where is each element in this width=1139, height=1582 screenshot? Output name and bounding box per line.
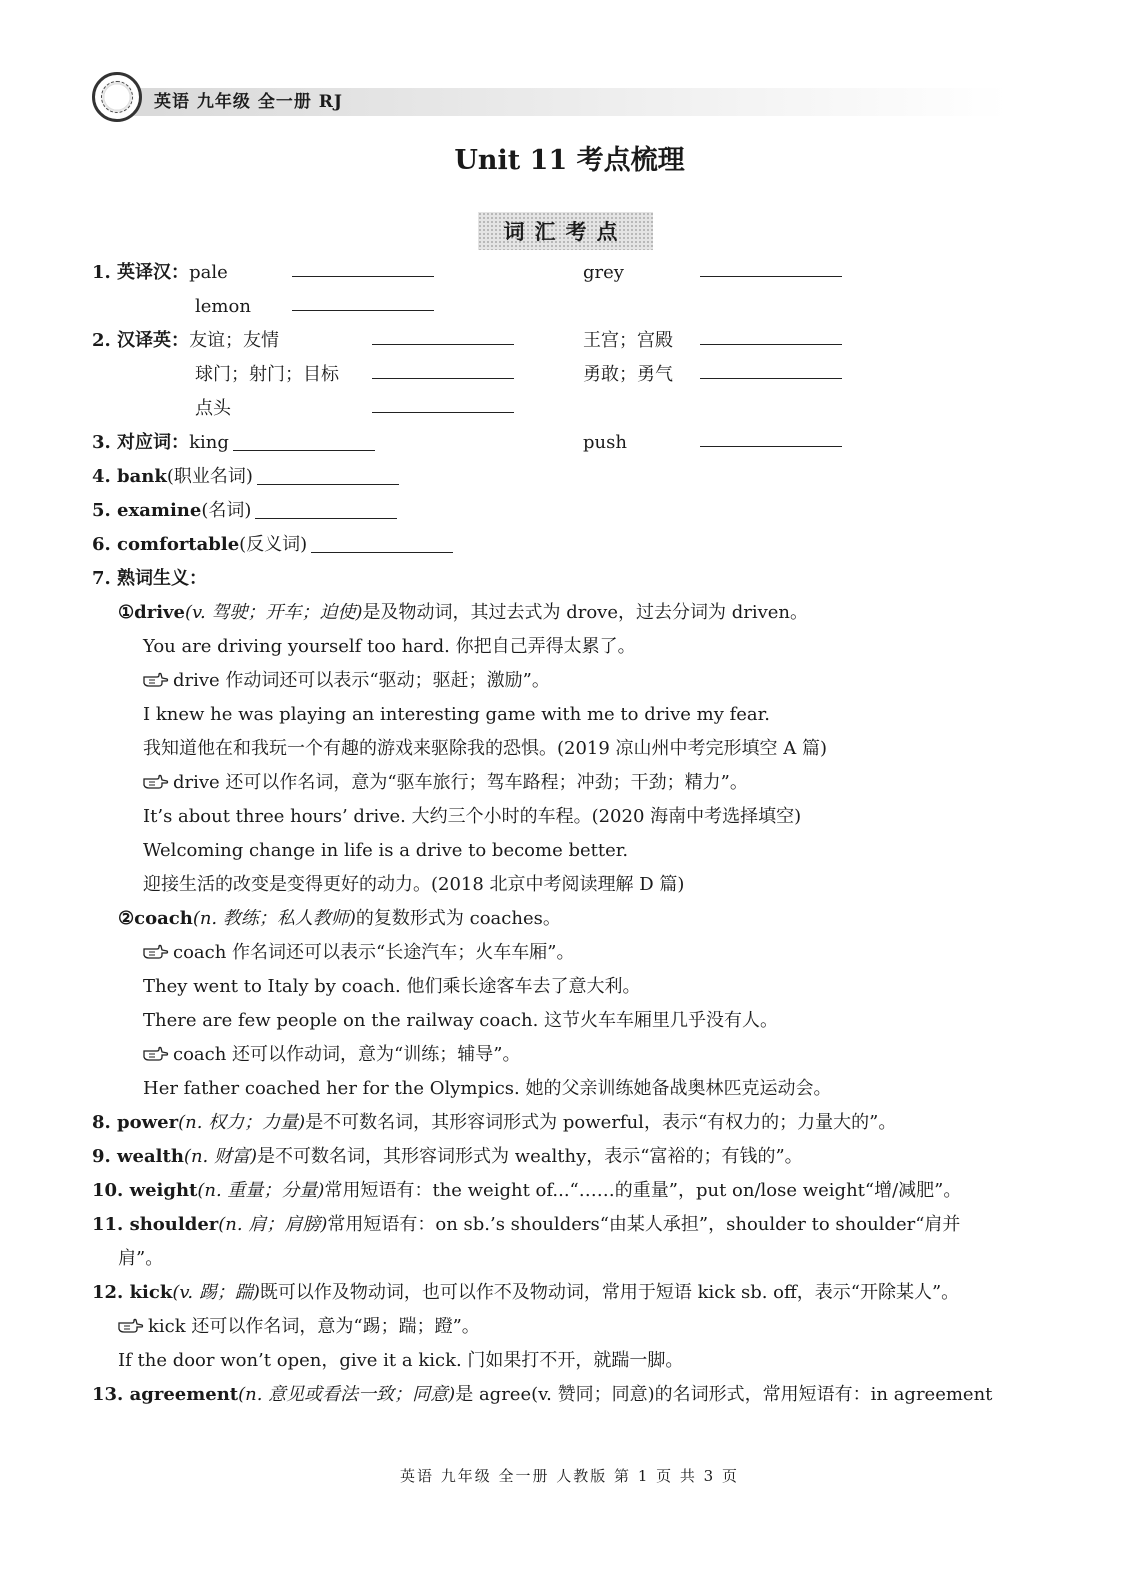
answer-blank[interactable] xyxy=(700,256,842,277)
q9-pos: (n. 财富) xyxy=(183,1146,258,1167)
q10-explanation: 常用短语有：the weight of...“……的重量”，put on/lose weight“增/减肥”。 xyxy=(324,1180,962,1201)
q10-pos: (n. 重量；分量) xyxy=(197,1180,325,1201)
q3-row xyxy=(92,426,1047,460)
q5-row xyxy=(92,494,1047,528)
example: Her father coached her for the Olympics. 她的父亲训练她备战奥林匹克运动会。 xyxy=(143,1078,832,1099)
answer-blank[interactable] xyxy=(700,324,842,345)
q13-word: 13. agreement xyxy=(92,1384,239,1405)
q11-explanation: 常用短语有：on sb.’s shoulders“由某人承担”，shoulder to shoulder“肩并 xyxy=(327,1214,961,1235)
q11-word: 11. shoulder xyxy=(92,1214,219,1235)
q11-pos: (n. 肩；肩膀) xyxy=(218,1214,328,1235)
section-title: 词汇考点 xyxy=(478,212,653,250)
example: It’s about three hours’ drive. 大约三个小时的车程。(2020 海南中考选择填空) xyxy=(143,806,802,827)
q2-row-1 xyxy=(92,324,1047,358)
answer-blank[interactable] xyxy=(257,464,399,485)
answer-blank[interactable] xyxy=(311,532,453,553)
q13-row xyxy=(92,1378,1047,1412)
q1-word-pale: pale xyxy=(189,262,228,283)
q2-row-2 xyxy=(92,358,1047,392)
tip-row xyxy=(92,1310,1047,1344)
header-text: 英语 九年级 全一册 RJ xyxy=(154,92,343,112)
answer-blank[interactable] xyxy=(255,498,397,519)
q9-word: 9. wealth xyxy=(92,1146,184,1167)
tip-text: coach 还可以作动词，意为“训练；辅导”。 xyxy=(173,1044,521,1065)
drive-headword: ①drive xyxy=(118,602,185,623)
q13-pos: (n. 意见或看法一致；同意) xyxy=(238,1384,456,1405)
q7-label: 7. 熟词生义： xyxy=(92,568,208,589)
vocab-list xyxy=(92,256,1047,1412)
drive-pos: (v. 驾驶；开车；迫使) xyxy=(184,602,363,623)
tip-text: drive 作动词还可以表示“驱动；驱赶；激励”。 xyxy=(173,670,550,691)
example: You are driving yourself too hard. 你把自己弄得太累了。 xyxy=(143,636,636,657)
tip-row xyxy=(92,936,1047,970)
page-title: Unit 11 考点梳理 xyxy=(454,145,685,176)
q12-pos: (v. 踢；踹) xyxy=(172,1282,260,1303)
coach-pos: (n. 教练；私人教师) xyxy=(192,908,356,929)
pointing-hand-icon xyxy=(143,1038,173,1072)
q1-word-grey: grey xyxy=(583,262,624,283)
q6-word: 6. comfortable xyxy=(92,534,240,555)
q2-word: 球门；射门；目标 xyxy=(195,364,339,385)
answer-blank[interactable] xyxy=(372,324,514,345)
q4-word: 4. bank xyxy=(92,466,167,487)
tip-row xyxy=(92,1038,1047,1072)
q3-word-king: king xyxy=(189,432,229,453)
page-footer: 英语 九年级 全一册 人教版 第 1 页 共 3 页 xyxy=(399,1467,739,1485)
tip-text: kick 还可以作名词，意为“踢；踹；蹬”。 xyxy=(148,1316,480,1337)
q2-word: 王宫；宫殿 xyxy=(583,330,673,351)
answer-blank[interactable] xyxy=(292,290,434,311)
answer-blank[interactable] xyxy=(372,358,514,379)
q9-row xyxy=(92,1140,1047,1174)
example: If the door won’t open，give it a kick. 门如果打不开，就踹一脚。 xyxy=(118,1350,684,1371)
tip-text: drive 还可以作名词，意为“驱车旅行；驾车路程；冲劲；干劲；精力”。 xyxy=(173,772,748,793)
example-translation: 迎接生活的改变是变得更好的动力。(2018 北京中考阅读理解 D 篇) xyxy=(143,874,685,895)
q12-word: 12. kick xyxy=(92,1282,173,1303)
q3-word-push: push xyxy=(583,432,627,453)
q12-explanation: 既可以作及物动词，也可以作不及物动词，常用于短语 kick sb. off，表示“开除某人”。 xyxy=(259,1282,960,1303)
q8-explanation: 是不可数名词，其形容词形式为 powerful，表示“有权力的；力量大的”。 xyxy=(305,1112,897,1133)
answer-blank[interactable] xyxy=(372,392,514,413)
q8-row xyxy=(92,1106,1047,1140)
q11-row xyxy=(92,1208,1047,1242)
q10-word: 10. weight xyxy=(92,1180,198,1201)
example: There are few people on the railway coach. 这节火车车厢里几乎没有人。 xyxy=(143,1010,779,1031)
example: I knew he was playing an interesting game with me to drive my fear. xyxy=(143,704,770,725)
q2-word: 勇敢；勇气 xyxy=(583,364,673,385)
pointing-hand-icon xyxy=(143,936,173,970)
tip-row xyxy=(92,766,1047,800)
pointing-hand-icon xyxy=(118,1310,148,1344)
tip-row xyxy=(92,664,1047,698)
pointing-hand-icon xyxy=(143,766,173,800)
q1-row-2 xyxy=(92,290,1047,324)
q4-row xyxy=(92,460,1047,494)
q11-continuation: 肩”。 xyxy=(118,1248,164,1269)
answer-blank[interactable] xyxy=(700,358,842,379)
answer-blank[interactable] xyxy=(700,426,842,447)
q1-word-lemon: lemon xyxy=(195,296,251,317)
answer-blank[interactable] xyxy=(292,256,434,277)
answer-blank[interactable] xyxy=(233,430,375,451)
q9-explanation: 是不可数名词，其形容词形式为 wealthy，表示“富裕的；有钱的”。 xyxy=(257,1146,803,1167)
example: They went to Italy by coach. 他们乘长途客车去了意大利。 xyxy=(143,976,641,997)
q8-word: 8. power xyxy=(92,1112,179,1133)
coach-head-row xyxy=(92,902,1047,936)
q5-note: (名词) xyxy=(201,500,252,521)
coach-explanation: 的复数形式为 coaches。 xyxy=(355,908,561,929)
q2-word: 点头 xyxy=(195,398,231,419)
example-translation: 我知道他在和我玩一个有趣的游戏来驱除我的恐惧。(2019 凉山州中考完形填空 A 篇) xyxy=(143,738,828,759)
q8-pos: (n. 权力；力量) xyxy=(178,1112,306,1133)
q2-row-3 xyxy=(92,392,1047,426)
q6-row xyxy=(92,528,1047,562)
pointing-hand-icon xyxy=(143,664,173,698)
q1-row-1 xyxy=(92,256,1047,290)
q2-label: 2. 汉译英： xyxy=(92,330,190,351)
q10-row xyxy=(92,1174,1047,1208)
q3-label: 3. 对应词： xyxy=(92,432,190,453)
drive-explanation: 是及物动词，其过去式为 drove，过去分词为 driven。 xyxy=(362,602,809,623)
q4-note: (职业名词) xyxy=(166,466,253,487)
coach-headword: ②coach xyxy=(118,908,193,929)
q7-label-row xyxy=(92,562,1047,596)
page-header xyxy=(92,70,1012,138)
drive-head-row xyxy=(92,596,1047,630)
q1-label: 1. 英译汉： xyxy=(92,262,190,283)
q6-note: (反义词) xyxy=(239,534,308,555)
tip-text: coach 作名词还可以表示“长途汽车；火车车厢”。 xyxy=(173,942,575,963)
publisher-logo xyxy=(92,72,142,122)
q13-explanation: 是 agree(v. 赞同；同意)的名词形式，常用短语有：in agreement xyxy=(455,1384,993,1405)
example: Welcoming change in life is a drive to become better. xyxy=(143,840,629,861)
q12-row xyxy=(92,1276,1047,1310)
q2-word: 友谊；友情 xyxy=(189,330,280,351)
q5-word: 5. examine xyxy=(92,500,202,521)
